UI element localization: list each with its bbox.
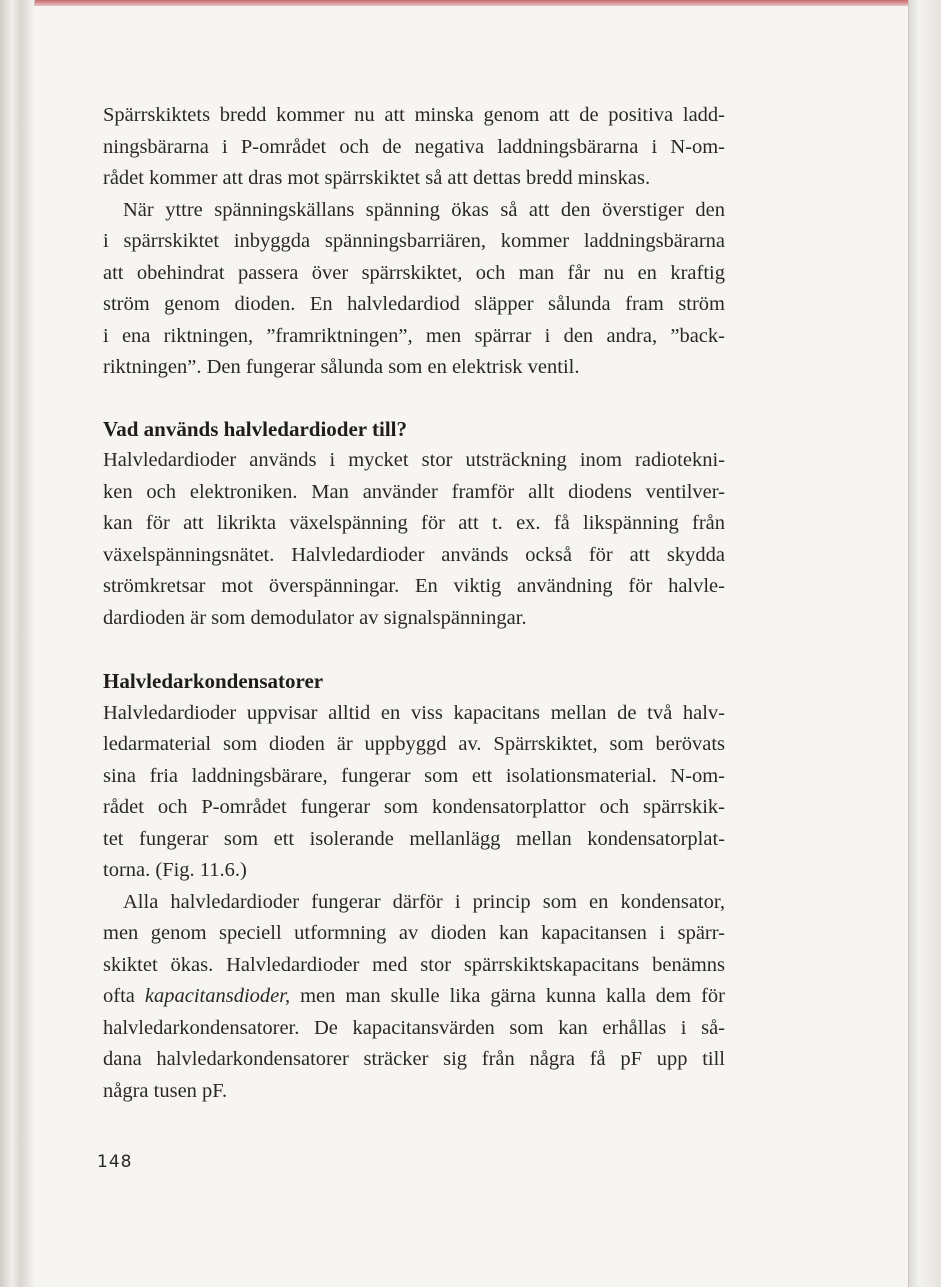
book-spine-edge [0, 0, 35, 1287]
text-line: torna. (Fig. 11.6.) [103, 859, 247, 881]
text-line [103, 981, 725, 1013]
paragraph-1 [103, 100, 725, 195]
text-line: riktningen”. Den fungerar sålunda som en elektrisk ventil. [103, 356, 580, 378]
text-line: men genom speciell utformning av dioden kan kapacitansen i spärr- [103, 922, 725, 944]
text-line: några tusen pF. [103, 1079, 228, 1102]
text-line: växelspänningsnätet. Halvledardioder används också för att skydda [103, 543, 725, 566]
text-line: ningsbärarna i P-området och de negativa laddningsbärarna i N-om- [103, 135, 725, 158]
text-line: tet fungerar som ett isolerande mellanlägg mellan kondensatorplat- [103, 827, 725, 850]
text-line: att obehindrat passera över spärrskiktet, och man får nu en kraftig [103, 261, 725, 284]
text-line: rådet kommer att dras mot spärrskiktet så att dettas bredd minskas. [103, 167, 651, 189]
page-body-text [103, 100, 725, 1107]
text-line: ken och elektroniken. Man använder framför allt diodens ventilver- [103, 480, 725, 503]
text-line: Halvledardioder används i mycket stor utsträckning inom radiotekni- [103, 449, 725, 471]
text-line: dardioden är som demodulator av signalspänningar. [103, 606, 527, 629]
paragraph-5 [103, 887, 725, 1108]
text-line: i spärrskiktet inbyggda spänningsbarriären, kommer laddningsbärarna [103, 230, 725, 252]
text-line: halvledarkondensatorer. De kapacitansvärden som kan erhållas i så- [103, 1016, 725, 1039]
paragraph-3 [103, 445, 725, 634]
text-line: När yttre spänningskällans spänning ökas så att den överstiger den [123, 198, 725, 221]
page-number: 148 [97, 1152, 133, 1172]
text-line: Spärrskiktets bredd kommer nu att minska genom att de positiva ladd- [103, 104, 725, 126]
italic-term: kapacitansdioder, [144, 985, 291, 1007]
spacer [103, 634, 725, 666]
text-line: kan för att likrikta växelspänning för att t. ex. få likspänning från [103, 512, 725, 534]
text-line: dana halvledarkondensatorer sträcker sig från några få pF upp till [103, 1048, 725, 1070]
text-line: Alla halvledardioder fungerar därför i princip som en kondensator, [123, 890, 725, 913]
text-line: skiktet ökas. Halvledardioder med stor spärrskiktskapacitans benämns [103, 953, 725, 976]
paragraph-4 [103, 698, 725, 887]
page-right-edge [908, 0, 941, 1287]
text-line: ledarmaterial som dioden är uppbyggd av. Spärrskiktet, som berövats [103, 733, 725, 755]
text-run: men man skulle lika gärna kunna kalla dem för [290, 985, 725, 1007]
text-line: strömkretsar mot överspänningar. En viktig användning för halvle- [103, 575, 725, 597]
section-heading-diode-uses: Vad används halvledardioder till? [103, 416, 407, 441]
text-run: ofta [103, 985, 145, 1007]
text-line: ström genom dioden. En halvledardiod släpper sålunda fram ström [103, 293, 725, 315]
paragraph-2 [103, 195, 725, 384]
text-line: Halvledardioder uppvisar alltid en viss kapacitans mellan de två halv- [103, 701, 725, 724]
spacer [103, 384, 725, 414]
text-line: rådet och P-området fungerar som kondensatorplattor och spärrskik- [103, 796, 725, 818]
text-line: sina fria laddningsbärare, fungerar som ett isolationsmaterial. N-om- [103, 764, 725, 787]
text-line: i ena riktningen, ”framriktningen”, men spärrar i den andra, ”back- [103, 324, 725, 347]
section-heading-capacitors: Halvledarkondensatorer [103, 669, 324, 693]
